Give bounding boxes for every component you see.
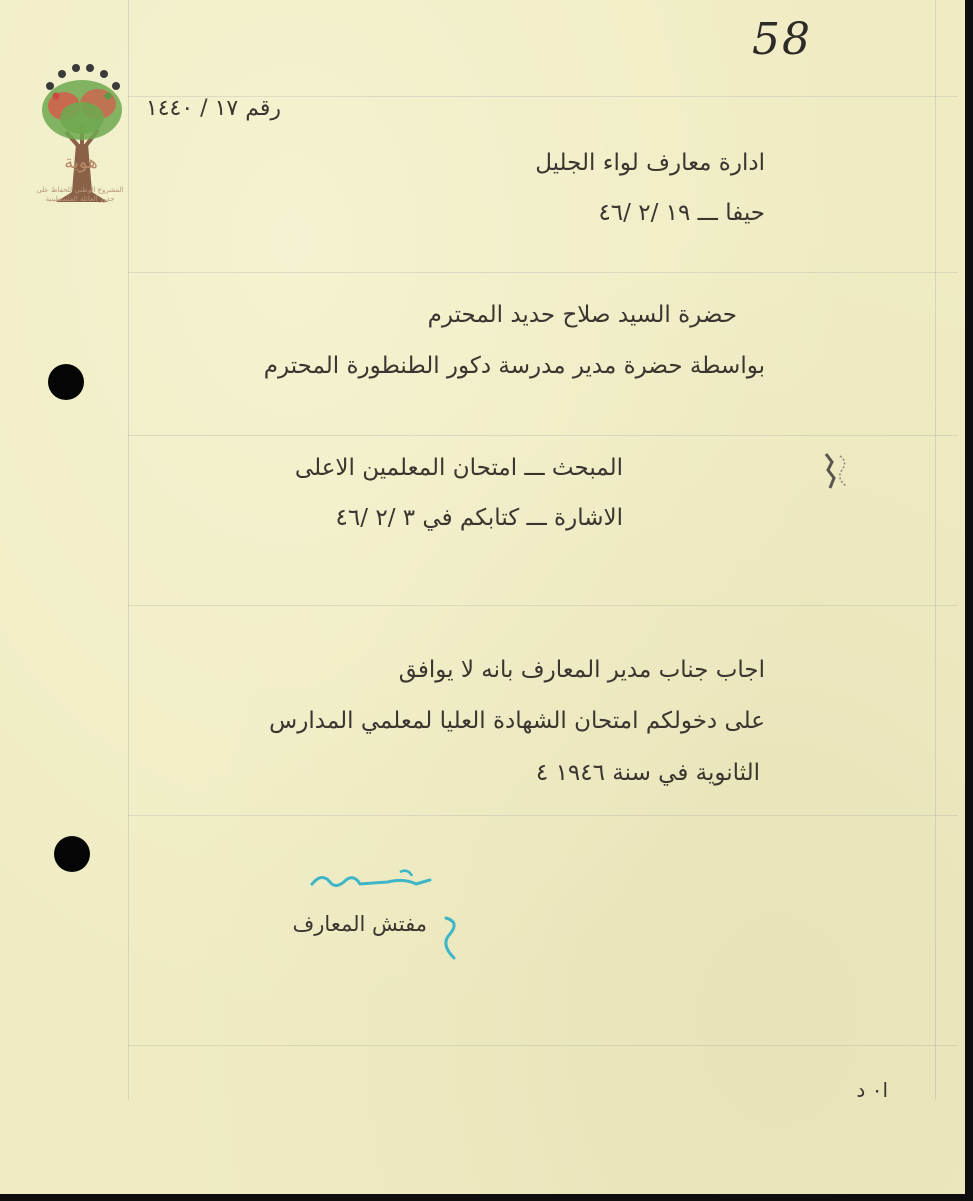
ruled-line	[128, 272, 958, 273]
marginal-mark-icon	[818, 448, 858, 494]
scan-edge-bottom	[0, 1194, 973, 1201]
ruled-margin-line	[935, 0, 936, 1100]
addressee-line: حضرة السيد صلاح حديد المحترم	[427, 302, 737, 328]
punch-hole-bottom	[54, 836, 90, 872]
ruled-line	[128, 605, 958, 606]
ruled-line	[128, 1045, 958, 1046]
punch-hole-top	[48, 364, 84, 400]
ruled-margin-line	[128, 0, 129, 1100]
signatory-title: مفتش المعارف	[292, 912, 427, 936]
department-name: ادارة معارف لواء الجليل	[535, 150, 765, 176]
scan-edge-right	[965, 0, 973, 1201]
footer-initials: ا٠ د	[856, 1078, 888, 1102]
body-line-3: الثانوية في سنة ١٩٤٦ ٤	[535, 760, 760, 786]
reference-number: رقم ١٧ / ١٤٤٠	[145, 96, 281, 121]
ruled-line	[128, 435, 958, 436]
logo-tagline: المشروع الوطني للحفاظ على جذور العائلة الفلسطينية	[36, 186, 124, 203]
handwritten-page-number: 58	[752, 14, 812, 65]
ruled-line	[128, 815, 958, 816]
via-line: بواسطة حضرة مدير مدرسة دكور الطنطورة المحترم	[263, 353, 765, 379]
body-line-1: اجاب جناب مدير المعارف بانه لا يوافق	[398, 657, 765, 683]
reference-line: الاشارة ـــ كتابكم في ٣ /٢ /٤٦	[335, 505, 623, 531]
subject-line: المبحث ـــ امتحان المعلمين الاعلى	[294, 455, 623, 481]
place-and-date: حيفا ـــ ١٩ /٢ /٤٦	[598, 200, 765, 226]
logo-wordmark: هوية	[64, 152, 98, 173]
body-line-2: على دخولكم امتحان الشهادة العليا لمعلمي المدارس	[269, 708, 765, 734]
